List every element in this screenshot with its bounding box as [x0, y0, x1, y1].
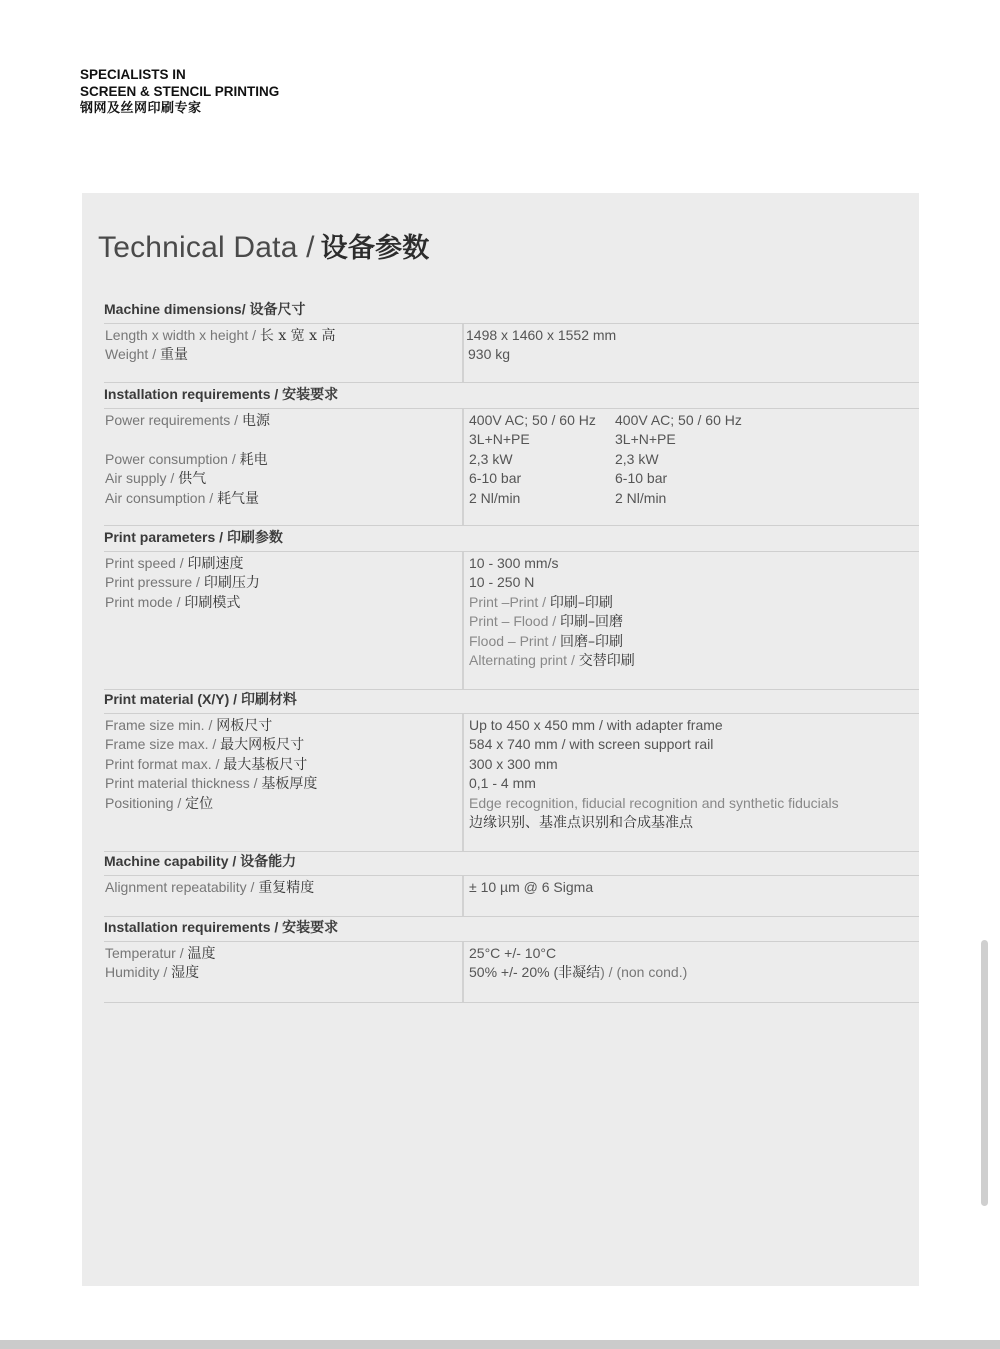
spec-label: Print speed / 印刷速度: [105, 555, 244, 572]
section-body: [104, 876, 919, 917]
spec-label: Temperatur / 温度: [105, 945, 216, 962]
vertical-scrollbar[interactable]: [981, 940, 988, 1206]
spec-value: 25°C +/- 10°C: [469, 945, 557, 961]
section-heading: Installation requirements / 安装要求: [104, 384, 919, 409]
spec-label: Length x width x height / 长 x 宽 x 高: [105, 327, 336, 344]
spec-row: [104, 489, 919, 508]
brand-block: [80, 66, 279, 117]
spec-row: [104, 345, 919, 364]
spec-row: [104, 573, 919, 592]
section-body: [104, 409, 919, 526]
spec-value-2: 3L+N+PE: [615, 431, 676, 448]
title-en: Technical Data: [98, 231, 298, 264]
spec-value: 10 - 300 mm/s: [469, 555, 559, 571]
section-body: [104, 552, 919, 690]
spec-row: [104, 450, 919, 469]
spec-value: 1498 x 1460 x 1552 mm: [466, 327, 617, 343]
spec-value-2: 400V AC; 50 / 60 Hz: [615, 412, 742, 428]
spec-label: Frame size min. / 网板尺寸: [105, 717, 273, 734]
spec-row: [104, 944, 919, 963]
spec-label: Humidity / 湿度: [105, 964, 200, 982]
spec-label: Alignment repeatability / 重复精度: [105, 879, 315, 896]
spec-value-2: 6-10 bar: [615, 470, 668, 487]
spec-row: [104, 716, 919, 735]
spec-value: 2 Nl/min: [469, 489, 521, 506]
title-sep: /: [306, 231, 315, 264]
spec-label: Air supply / 供气: [105, 470, 207, 488]
spec-value: Flood – Print / 回磨–印刷: [469, 632, 624, 650]
section-heading: Print parameters / 印刷参数: [104, 527, 919, 552]
spec-value: 50% +/- 20% (非凝结) / (non cond.): [469, 964, 688, 982]
spec-value: 6-10 bar: [469, 470, 522, 487]
spec-row: [104, 469, 919, 488]
section-heading: Machine dimensions/ 设备尺寸: [104, 299, 919, 324]
bottom-strip: [0, 1340, 1000, 1349]
brand-line-2: SCREEN & STENCIL PRINTING: [80, 84, 280, 99]
spec-value: Alternating print / 交替印刷: [469, 651, 635, 669]
section-print-parameters: [104, 527, 919, 690]
spec-row: [104, 326, 919, 345]
spec-row: [104, 593, 919, 612]
spec-row: [104, 735, 919, 754]
spec-value: Edge recognition, fiducial recognition and synthetic fiducials: [469, 794, 839, 811]
section-machine-capability: [104, 851, 919, 917]
spec-label: Power consumption / 耗电: [105, 450, 268, 468]
page-title: [98, 226, 429, 265]
spec-row: [104, 813, 919, 832]
title-cn: 设备参数: [320, 233, 430, 264]
section-body: [104, 324, 919, 383]
spec-row: [104, 755, 919, 774]
spec-value: 边缘识别、基准点识别和合成基准点: [469, 814, 693, 831]
spec-label: Print mode / 印刷模式: [105, 593, 241, 611]
spec-value: 3L+N+PE: [469, 431, 530, 448]
section-heading: Machine capability / 设备能力: [104, 851, 919, 876]
section-heading: Print material (X/Y) / 印刷材料: [104, 689, 919, 714]
spec-row: [104, 651, 919, 670]
spec-label: Positioning / 定位: [105, 794, 214, 812]
spec-label: Print material thickness / 基板厚度: [105, 775, 318, 793]
spec-row: [104, 878, 919, 897]
spec-label: Print format max. / 最大基板尺寸: [105, 755, 308, 773]
spec-row: [104, 411, 919, 430]
section-heading: Installation requirements / 安装要求: [104, 917, 919, 942]
spec-value: 400V AC; 50 / 60 Hz: [469, 412, 596, 428]
spec-row: [104, 963, 919, 982]
spec-row: [104, 612, 919, 631]
section-body: [104, 714, 919, 852]
spec-label: Power requirements / 电源: [105, 412, 270, 429]
brand-line-3: 钢网及丝网印刷专家: [80, 101, 202, 116]
spec-row: [104, 430, 919, 449]
brand-line-1: SPECIALISTS IN: [80, 67, 186, 82]
spec-label: Frame size max. / 最大网板尺寸: [105, 736, 305, 754]
spec-value: 10 - 250 N: [469, 574, 535, 591]
spec-value: 930 kg: [468, 346, 511, 363]
spec-row: [104, 774, 919, 793]
spec-row: [104, 794, 919, 813]
section-machine-dimensions: [104, 299, 919, 383]
spec-label: Weight / 重量: [105, 346, 188, 364]
spec-value: Print – Flood / 印刷–回磨: [469, 613, 624, 631]
spec-value-2: 2 Nl/min: [615, 489, 667, 506]
section-installation-requirements: [104, 384, 919, 526]
spec-value: ± 10 µm @ 6 Sigma: [469, 879, 594, 895]
spec-row: [104, 554, 919, 573]
spec-value: 2,3 kW: [469, 450, 513, 467]
spec-value: Up to 450 x 450 mm / with adapter frame: [469, 717, 723, 733]
spec-value-2: 2,3 kW: [615, 450, 659, 467]
spec-value: 584 x 740 mm / with screen support rail: [469, 736, 714, 753]
spec-label: Air consumption / 耗气量: [105, 489, 260, 507]
spec-label: Print pressure / 印刷压力: [105, 574, 260, 592]
spec-value: 0,1 - 4 mm: [469, 775, 536, 792]
section-installation-requirements-2: [104, 917, 919, 1003]
section-print-material: [104, 689, 919, 852]
section-body: [104, 942, 919, 1003]
spec-value: Print –Print / 印刷–印刷: [469, 593, 613, 611]
spec-value: 300 x 300 mm: [469, 755, 558, 772]
spec-row: [104, 632, 919, 651]
technical-data-sheet: [82, 193, 919, 1286]
